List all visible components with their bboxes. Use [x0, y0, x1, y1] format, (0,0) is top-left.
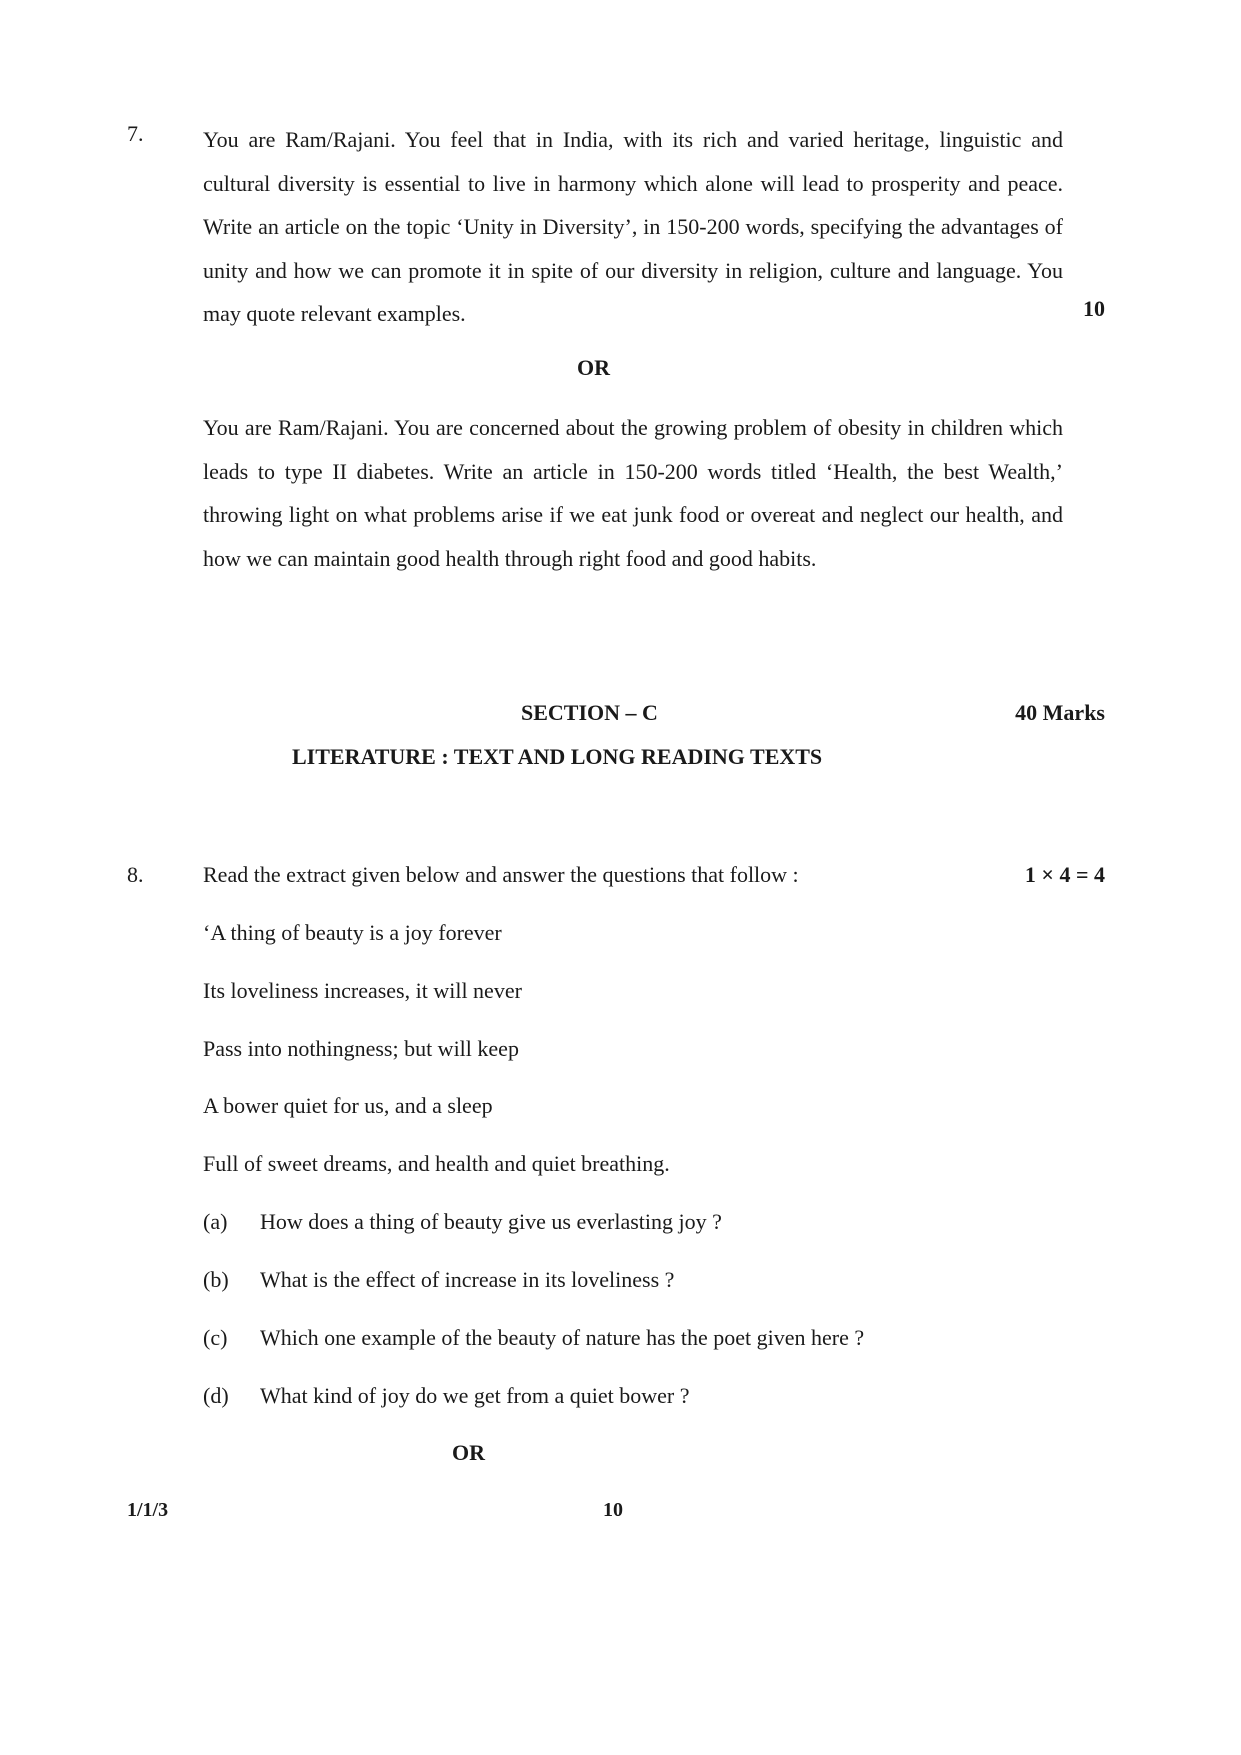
subquestion-b-text: What is the effect of increase in its loveliness ?: [260, 1267, 675, 1292]
subquestion-d-label: (d): [203, 1383, 229, 1408]
section-title: SECTION – C: [521, 700, 658, 725]
question-7-or-label: OR: [577, 355, 610, 380]
paper-code: 1/1/3: [127, 1499, 169, 1521]
question-8-number: 8.: [127, 862, 144, 887]
subquestion-c-label: (c): [203, 1325, 228, 1350]
poem-line: A bower quiet for us, and a sleep: [203, 1093, 493, 1118]
question-7-text: You are Ram/Rajani. You feel that in India, with its rich and varied heritage, linguistic and cultural diversity is essential to live in harmony which alone will lead to prosperity and peace. Write an article on the topic ‘Unity in Diversity’, in 150-200 words, specifying the advantages of unity and how we can promote it in spite of our diversity in religion, culture and language. You may quote relevant examples.: [203, 127, 1063, 326]
poem-line: Full of sweet dreams, and health and quiet breathing.: [203, 1151, 670, 1176]
section-marks: 40 Marks: [1015, 700, 1105, 725]
page-number: 10: [603, 1499, 623, 1521]
subquestion-a-label: (a): [203, 1209, 228, 1234]
question-8-instruction: Read the extract given below and answer the questions that follow :: [203, 862, 799, 887]
section-subtitle: LITERATURE : TEXT AND LONG READING TEXTS: [292, 744, 823, 769]
poem-line: ‘A thing of beauty is a joy forever: [203, 920, 502, 945]
question-7-alternative-text: You are Ram/Rajani. You are concerned about the growing problem of obesity in children which leads to type II diabetes. Write an article in 150-200 words titled ‘Health, the best Wealth,’ throwing light on what problems arise if we eat junk food or overeat and neglect our health, and how we can maintain good health through right food and good habits.: [203, 415, 1063, 571]
question-7-marks: 10: [1083, 296, 1105, 321]
subquestion-c-text: Which one example of the beauty of nature has the poet given here ?: [260, 1325, 865, 1350]
subquestion-b-label: (b): [203, 1267, 229, 1292]
subquestion-d-text: What kind of joy do we get from a quiet bower ?: [260, 1383, 690, 1408]
subquestion-a-text: How does a thing of beauty give us everlasting joy ?: [260, 1209, 722, 1234]
question-8-marks: 1 × 4 = 4: [1024, 862, 1105, 887]
poem-line: Pass into nothingness; but will keep: [203, 1036, 519, 1061]
poem-line: Its loveliness increases, it will never: [203, 978, 522, 1003]
question-8-or-label: OR: [452, 1440, 485, 1465]
question-7-number: 7.: [127, 121, 144, 146]
